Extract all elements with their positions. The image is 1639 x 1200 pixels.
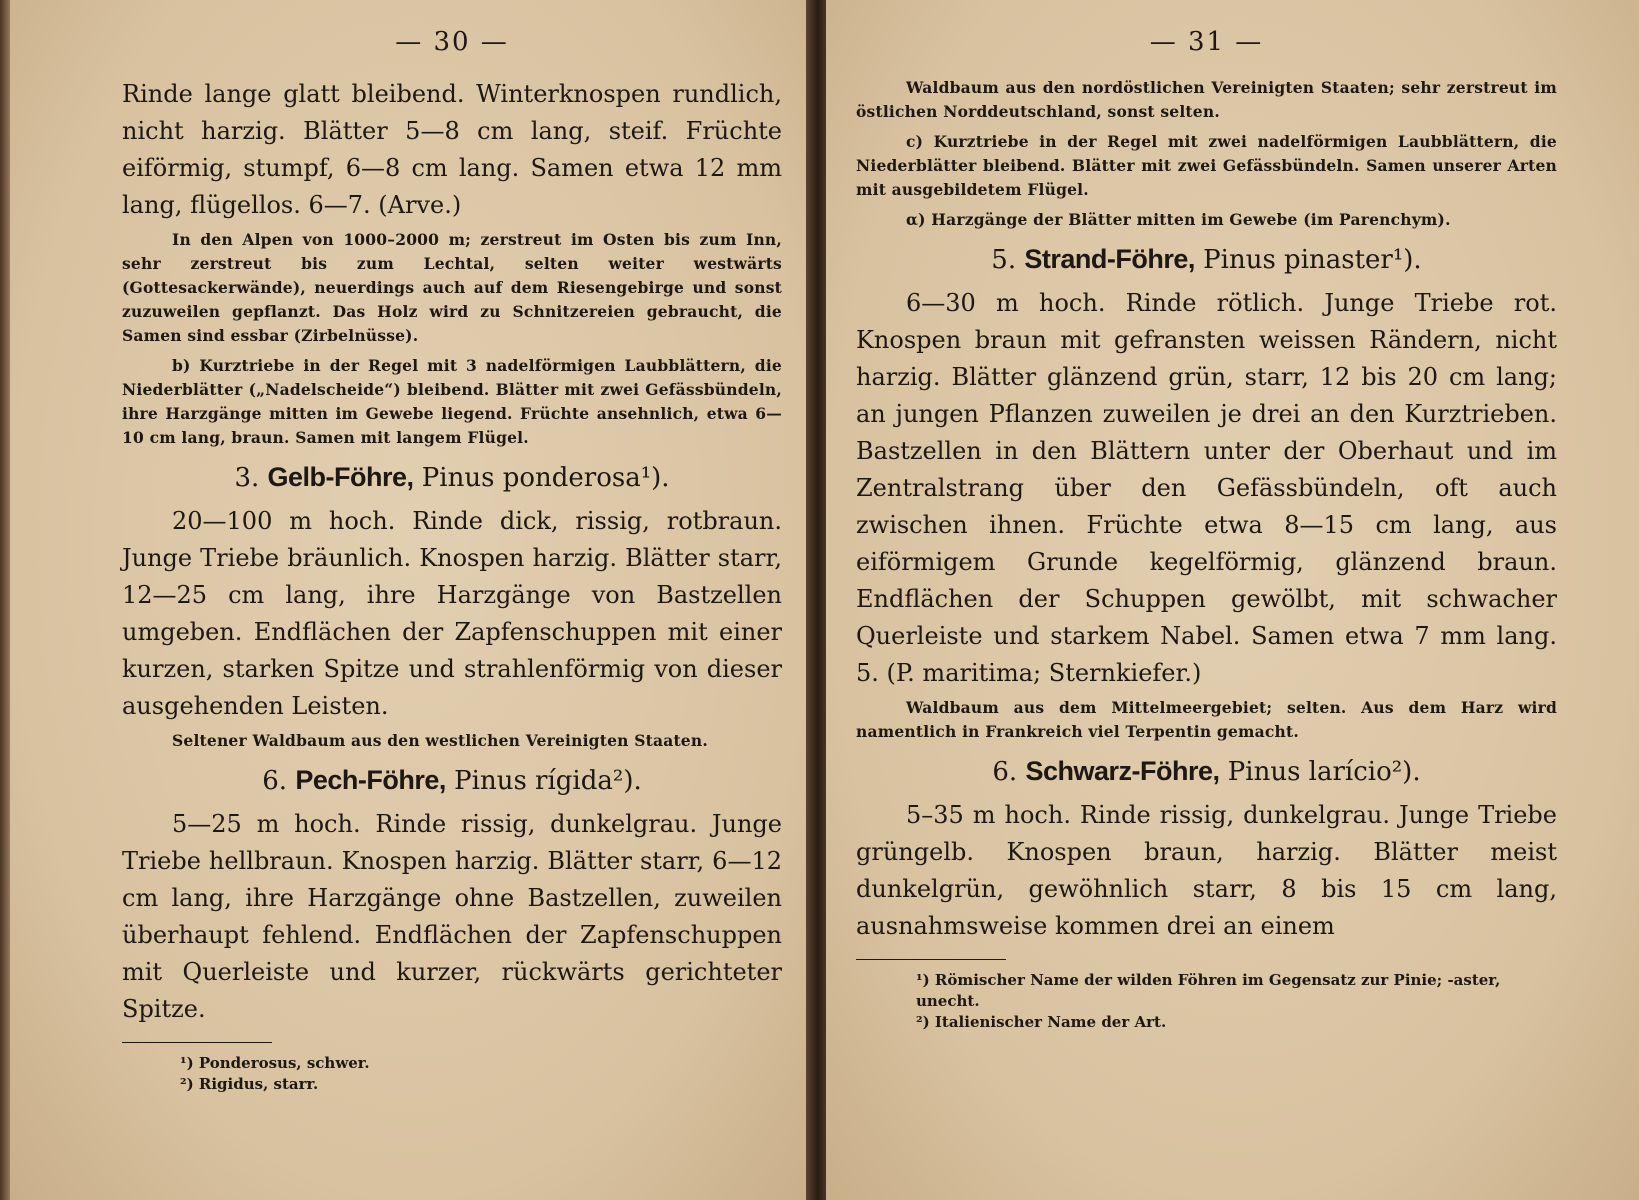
small-print: b) Kurztriebe in der Regel mit 3 nadelförmigen Laubblättern, die Niederblätter („Nadelscheide“) bleibend. Blätter mit zwei Gefässbündeln, ihre Harzgänge mitten im Gewebe liegend. Früchte ansehnlich, etwa 6—10 cm lang, braun. Samen mit langem Flügel.	[122, 356, 782, 447]
small-print: Waldbaum aus den nordöstlichen Vereinigten Staaten; sehr zerstreut im östlichen Norddeutschland, sonst selten.	[856, 78, 1557, 121]
species-heading	[856, 752, 1557, 791]
small-print: c) Kurztriebe in der Regel mit zwei nadelförmigen Laubblättern, die Niederblätter bleibend. Blätter mit zwei Gefässbündeln. Samen unserer Arten mit ausgebildetem Flügel.	[856, 132, 1557, 199]
paragraph: 5—25 m hoch. Rinde rissig, dunkelgrau. Junge Triebe hellbraun. Knospen harzig. Blätter starr, 6—12 cm lang, ihre Harzgänge ohne Bastzellen, zuweilen überhaupt fehlend. Endflächen der Zapfenschuppen mit Querleiste und kurzer, rückwärts gerichteter Spitze.	[122, 810, 782, 1023]
footnote-rule	[856, 959, 1006, 960]
species-latin: Pinus ponderosa¹).	[421, 463, 670, 493]
small-print: Waldbaum aus dem Mittelmeergebiet; selten. Aus dem Harz wird namentlich in Frankreich viel Terpentin gemacht.	[856, 698, 1557, 741]
species-name: Schwarz-Föhre,	[1025, 756, 1220, 786]
paragraph: 20—100 m hoch. Rinde dick, rissig, rotbraun. Junge Triebe bräunlich. Knospen harzig. Blätter starr, 12—25 cm lang, ihre Harzgänge von Bastzellen umgeben. Endflächen der Zapfenschuppen mit einer kurzen, starken Spitze und strahlenförmig von dieser ausgehenden Leisten.	[122, 507, 782, 720]
right-page	[826, 0, 1639, 1200]
species-heading	[122, 761, 782, 800]
footnote-rule	[122, 1042, 272, 1043]
paragraph: 6—30 m hoch. Rinde rötlich. Junge Triebe rot. Knospen braun mit gefransten weissen Rändern, nicht harzig. Blätter glänzend grün, starr, 12 bis 20 cm lang; an jungen Pflanzen zuweilen je drei an den Kurztrieben. Bastzellen in den Blättern unter der Oberhaut und im Zentralstrang über den Gefässbündeln, oft auch zwischen ihnen. Früchte etwa 8—15 cm lang, aus eiförmigem Grunde kegelförmig, glänzend braun. Endflächen der Schuppen gewölbt, mit schwacher Querleiste und starkem Nabel. Samen etwa 7 mm lang. 5. (P. maritima; Sternkiefer.)	[856, 289, 1557, 687]
species-latin: Pinus larício²).	[1227, 757, 1421, 787]
footnote: ¹) Ponderosus, schwer.	[180, 1054, 370, 1072]
species-heading	[856, 240, 1557, 279]
small-print: In den Alpen von 1000–2000 m; zerstreut im Osten bis zum Inn, sehr zerstreut bis zum Lechtal, selten weiter westwärts (Gottesackerwände), neuerdings auch auf dem Riesengebirge und sonst zuzuweilen gepflanzt. Das Holz wird zu Schnitzereien gebraucht, die Samen sind essbar (Zirbelnüsse).	[122, 230, 782, 345]
species-name: Gelb-Föhre,	[267, 462, 414, 492]
species-latin: Pinus pinaster¹).	[1203, 245, 1422, 275]
small-print: Seltener Waldbaum aus den westlichen Vereinigten Staaten.	[172, 731, 708, 750]
footnote: ¹) Römischer Name der wilden Föhren im Gegensatz zur Pinie; -aster, unecht.	[916, 971, 1501, 1010]
species-heading	[122, 458, 782, 497]
species-number: 3.	[234, 463, 260, 493]
species-number: 6.	[992, 757, 1018, 787]
page-number: — 31 —	[1149, 27, 1264, 57]
species-name: Strand-Föhre,	[1024, 244, 1195, 274]
footnote: ²) Rigidus, starr.	[180, 1075, 319, 1093]
footnote: ²) Italienischer Name der Art.	[916, 1013, 1167, 1031]
species-number: 6.	[262, 766, 288, 796]
paragraph: Rinde lange glatt bleibend. Winterknospen rundlich, nicht harzig. Blätter 5—8 cm lang, steif. Früchte eiförmig, stumpf, 6—8 cm lang. Samen etwa 12 mm lang, flügellos. 6—7. (Arve.)	[122, 80, 782, 219]
paragraph: 5–35 m hoch. Rinde rissig, dunkelgrau. Junge Triebe grüngelb. Knospen braun, harzig. Blätter meist dunkelgrün, gewöhnlich starr, 8 bis 15 cm lang, ausnahmsweise kommen drei an einem	[856, 801, 1557, 940]
small-print: α) Harzgänge der Blätter mitten im Gewebe (im Parenchym).	[906, 210, 1451, 229]
species-latin: Pinus rígida²).	[454, 766, 642, 796]
footnotes	[122, 1053, 782, 1095]
left-page	[10, 0, 816, 1200]
species-number: 5.	[991, 245, 1017, 275]
species-name: Pech-Föhre,	[295, 765, 446, 795]
page-number: — 30 —	[395, 27, 509, 57]
